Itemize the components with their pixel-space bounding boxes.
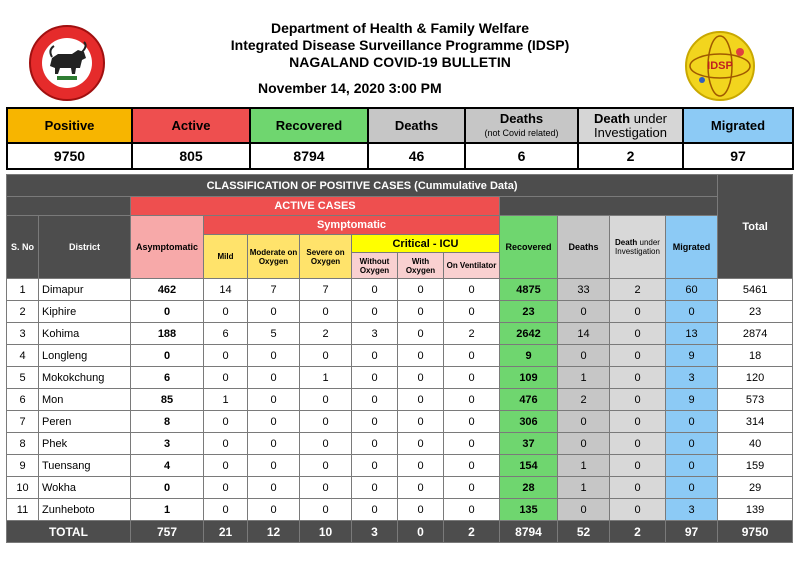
cell-mild: 0: [204, 477, 248, 499]
cell-with-oxygen: 0: [398, 499, 444, 521]
investigation-hd-under: under: [639, 238, 660, 247]
cell-investigation: 0: [610, 499, 666, 521]
cell-with-oxygen: 0: [398, 367, 444, 389]
table-row: [7, 499, 793, 521]
cell-mild: 0: [204, 455, 248, 477]
col-severe-header: Severe on Oxygen: [300, 235, 352, 279]
cell-on-ventilator: 0: [444, 389, 500, 411]
cell-asymptomatic: 85: [131, 389, 204, 411]
cell-migrated: 9: [666, 345, 718, 367]
cell-severe: 0: [300, 301, 352, 323]
summary-recovered-value: 8794: [250, 143, 368, 169]
cell-district: Peren: [39, 411, 131, 433]
cell-moderate: 0: [248, 477, 300, 499]
bulletin-date: November 14, 2020 3:00 PM: [258, 80, 442, 96]
idsp-logo: [684, 30, 756, 102]
cell-deaths: 33: [558, 279, 610, 301]
cell-mild: 0: [204, 367, 248, 389]
cell-mild: 0: [204, 345, 248, 367]
cell-investigation: 0: [610, 433, 666, 455]
summary-positive-value: 9750: [7, 143, 132, 169]
cell-mild: 0: [204, 301, 248, 323]
cell-severe: 0: [300, 433, 352, 455]
cell-recovered: 135: [500, 499, 558, 521]
cell-district: Wokha: [39, 477, 131, 499]
cell-mild: 0: [204, 433, 248, 455]
cell-district: Mokokchung: [39, 367, 131, 389]
cell-total: 18: [718, 345, 793, 367]
cell-without-oxygen: 0: [352, 367, 398, 389]
cell-migrated: 0: [666, 477, 718, 499]
cell-sno: 7: [7, 411, 39, 433]
cell-investigation: 0: [610, 389, 666, 411]
idsp-logo-text: IDSP: [707, 60, 733, 72]
summary-deaths-label: Deaths: [368, 108, 465, 143]
cell-district: Dimapur: [39, 279, 131, 301]
col-recovered-header: Recovered: [500, 216, 558, 279]
total-deaths: 52: [558, 521, 610, 543]
cell-with-oxygen: 0: [398, 477, 444, 499]
table-row: [7, 433, 793, 455]
cell-asymptomatic: 8: [131, 411, 204, 433]
cell-recovered: 476: [500, 389, 558, 411]
cell-without-oxygen: 0: [352, 433, 398, 455]
cell-without-oxygen: 0: [352, 477, 398, 499]
cell-deaths: 0: [558, 411, 610, 433]
cell-district: Kohima: [39, 323, 131, 345]
cell-asymptomatic: 3: [131, 433, 204, 455]
cell-moderate: 0: [248, 455, 300, 477]
cell-investigation: 0: [610, 411, 666, 433]
cell-migrated: 3: [666, 499, 718, 521]
cell-migrated: 0: [666, 301, 718, 323]
cell-migrated: 13: [666, 323, 718, 345]
investigation-hd-death: Death: [615, 238, 638, 247]
cell-on-ventilator: 2: [444, 323, 500, 345]
cell-investigation: 0: [610, 345, 666, 367]
total-investigation: 2: [610, 521, 666, 543]
totals-label: TOTAL: [7, 521, 131, 543]
cell-asymptomatic: 0: [131, 301, 204, 323]
cell-deaths: 14: [558, 323, 610, 345]
cell-investigation: 2: [610, 279, 666, 301]
active-cases-header: ACTIVE CASES: [131, 197, 500, 216]
summary-investigation-value: 2: [578, 143, 683, 169]
cell-sno: 5: [7, 367, 39, 389]
cell-investigation: 0: [610, 455, 666, 477]
investigation-hd-investigation: Investigation: [615, 247, 660, 256]
total-recovered: 8794: [500, 521, 558, 543]
cell-without-oxygen: 0: [352, 411, 398, 433]
investigation-word-death: Death: [594, 110, 631, 126]
investigation-word-under: under: [633, 110, 667, 126]
cell-with-oxygen: 0: [398, 411, 444, 433]
cell-district: Phek: [39, 433, 131, 455]
blank-header-cell-right: [500, 197, 718, 216]
cell-district: Longleng: [39, 345, 131, 367]
table-title: CLASSIFICATION OF POSITIVE CASES (Cummulative Data): [7, 175, 718, 197]
cell-investigation: 0: [610, 323, 666, 345]
cell-on-ventilator: 0: [444, 367, 500, 389]
cell-on-ventilator: 0: [444, 345, 500, 367]
cell-moderate: 0: [248, 345, 300, 367]
cell-recovered: 306: [500, 411, 558, 433]
cell-asymptomatic: 0: [131, 345, 204, 367]
summary-positive-label: Positive: [7, 108, 132, 143]
col-on-ventilator-header: On Ventilator: [444, 253, 500, 279]
cell-sno: 4: [7, 345, 39, 367]
cell-total: 159: [718, 455, 793, 477]
cell-with-oxygen: 0: [398, 433, 444, 455]
col-moderate-header: Moderate on Oxygen: [248, 235, 300, 279]
cell-migrated: 0: [666, 433, 718, 455]
cell-total: 139: [718, 499, 793, 521]
district-rows: [7, 279, 793, 521]
cell-migrated: 60: [666, 279, 718, 301]
cell-severe: 2: [300, 323, 352, 345]
cell-sno: 10: [7, 477, 39, 499]
title-line-3: NAGALAND COVID-19 BULLETIN: [289, 54, 511, 70]
cell-total: 120: [718, 367, 793, 389]
summary-deaths-value: 46: [368, 143, 465, 169]
col-investigation-header: [610, 216, 666, 279]
cell-without-oxygen: 0: [352, 455, 398, 477]
cell-without-oxygen: 0: [352, 279, 398, 301]
cell-total: 2874: [718, 323, 793, 345]
cell-severe: 0: [300, 499, 352, 521]
cell-total: 23: [718, 301, 793, 323]
cell-on-ventilator: 0: [444, 279, 500, 301]
cell-severe: 0: [300, 477, 352, 499]
cell-mild: 14: [204, 279, 248, 301]
cell-migrated: 0: [666, 455, 718, 477]
title-line-1: Department of Health & Family Welfare: [270, 20, 530, 36]
cell-recovered: 154: [500, 455, 558, 477]
cell-moderate: 7: [248, 279, 300, 301]
cell-moderate: 0: [248, 433, 300, 455]
cell-with-oxygen: 0: [398, 345, 444, 367]
cell-deaths: 0: [558, 499, 610, 521]
col-total-header: Total: [718, 175, 793, 279]
cell-mild: 6: [204, 323, 248, 345]
cell-mild: 0: [204, 411, 248, 433]
table-row: [7, 367, 793, 389]
cell-investigation: 0: [610, 477, 666, 499]
cell-deaths: 0: [558, 433, 610, 455]
summary-active-value: 805: [132, 143, 250, 169]
total-mild: 21: [204, 521, 248, 543]
cell-recovered: 28: [500, 477, 558, 499]
cell-recovered: 109: [500, 367, 558, 389]
symptomatic-header: Symptomatic: [204, 216, 500, 235]
summary-active-label: Active: [132, 108, 250, 143]
cell-migrated: 9: [666, 389, 718, 411]
total-on-ventilator: 2: [444, 521, 500, 543]
cell-total: 5461: [718, 279, 793, 301]
table-row: [7, 389, 793, 411]
cell-moderate: 0: [248, 367, 300, 389]
cell-without-oxygen: 0: [352, 499, 398, 521]
summary-deaths-noncovid-label: [465, 108, 578, 143]
bulletin-header: [0, 0, 800, 105]
cell-without-oxygen: 0: [352, 301, 398, 323]
cell-moderate: 0: [248, 389, 300, 411]
cell-with-oxygen: 0: [398, 279, 444, 301]
cell-sno: 1: [7, 279, 39, 301]
cell-moderate: 0: [248, 411, 300, 433]
table-row: [7, 323, 793, 345]
cell-district: Zunheboto: [39, 499, 131, 521]
critical-icu-header: Critical - ICU: [352, 235, 500, 253]
cell-total: 314: [718, 411, 793, 433]
summary-migrated-value: 97: [683, 143, 793, 169]
total-moderate: 12: [248, 521, 300, 543]
col-sno-header: S. No: [7, 216, 39, 279]
title-line-2: Integrated Disease Surveillance Programme (IDSP): [230, 37, 570, 53]
cell-asymptomatic: 6: [131, 367, 204, 389]
table-row: [7, 477, 793, 499]
total-severe: 10: [300, 521, 352, 543]
total-with-oxygen: 0: [398, 521, 444, 543]
cell-recovered: 23: [500, 301, 558, 323]
table-row: [7, 345, 793, 367]
table-row: [7, 455, 793, 477]
cell-with-oxygen: 0: [398, 323, 444, 345]
cell-deaths: 1: [558, 455, 610, 477]
col-asymptomatic-header: Asymptomatic: [131, 216, 204, 279]
total-migrated: 97: [666, 521, 718, 543]
col-deaths-header: Deaths: [558, 216, 610, 279]
cell-without-oxygen: 0: [352, 345, 398, 367]
col-district-header: District: [39, 216, 131, 279]
cell-total: 40: [718, 433, 793, 455]
classification-table: [6, 174, 793, 543]
cell-deaths: 2: [558, 389, 610, 411]
summary-migrated-label: Migrated: [683, 108, 793, 143]
cell-on-ventilator: 0: [444, 499, 500, 521]
deaths-noncovid-title: Deaths: [499, 110, 544, 126]
cell-severe: 0: [300, 345, 352, 367]
cell-mild: 0: [204, 499, 248, 521]
cell-with-oxygen: 0: [398, 301, 444, 323]
cell-recovered: 4875: [500, 279, 558, 301]
cell-moderate: 5: [248, 323, 300, 345]
cell-without-oxygen: 3: [352, 323, 398, 345]
cell-moderate: 0: [248, 499, 300, 521]
cell-mild: 1: [204, 389, 248, 411]
cell-deaths: 1: [558, 477, 610, 499]
cell-sno: 8: [7, 433, 39, 455]
cell-migrated: 3: [666, 367, 718, 389]
cell-deaths: 1: [558, 367, 610, 389]
totals-row: [7, 521, 793, 543]
cell-on-ventilator: 0: [444, 433, 500, 455]
table-row: [7, 279, 793, 301]
cell-on-ventilator: 0: [444, 477, 500, 499]
table-row: [7, 411, 793, 433]
cell-with-oxygen: 0: [398, 455, 444, 477]
cell-recovered: 37: [500, 433, 558, 455]
cell-moderate: 0: [248, 301, 300, 323]
summary-investigation-label: [578, 108, 683, 143]
cell-asymptomatic: 4: [131, 455, 204, 477]
cell-sno: 2: [7, 301, 39, 323]
cell-investigation: 0: [610, 367, 666, 389]
table-row: [7, 301, 793, 323]
cell-asymptomatic: 0: [131, 477, 204, 499]
cell-severe: 1: [300, 367, 352, 389]
investigation-word-investigation: Investigation: [594, 124, 667, 140]
cell-without-oxygen: 0: [352, 389, 398, 411]
bulletin-title: [170, 20, 630, 71]
summary-deaths-noncovid-value: 6: [465, 143, 578, 169]
cell-total: 29: [718, 477, 793, 499]
cell-on-ventilator: 0: [444, 455, 500, 477]
summary-recovered-label: Recovered: [250, 108, 368, 143]
total-without-oxygen: 3: [352, 521, 398, 543]
deaths-noncovid-note: (not Covid related): [484, 127, 559, 138]
cell-severe: 0: [300, 411, 352, 433]
cell-migrated: 0: [666, 411, 718, 433]
cell-severe: 0: [300, 389, 352, 411]
cell-severe: 7: [300, 279, 352, 301]
cell-district: Mon: [39, 389, 131, 411]
cell-deaths: 0: [558, 345, 610, 367]
col-with-oxygen-header: With Oxygen: [398, 253, 444, 279]
cell-asymptomatic: 188: [131, 323, 204, 345]
cell-with-oxygen: 0: [398, 389, 444, 411]
cell-investigation: 0: [610, 301, 666, 323]
cell-asymptomatic: 462: [131, 279, 204, 301]
cell-sno: 3: [7, 323, 39, 345]
total-grand: 9750: [718, 521, 793, 543]
blank-header-cell: [7, 197, 131, 216]
cell-total: 573: [718, 389, 793, 411]
col-mild-header: Mild: [204, 235, 248, 279]
cell-on-ventilator: 0: [444, 411, 500, 433]
cell-severe: 0: [300, 455, 352, 477]
cell-recovered: 2642: [500, 323, 558, 345]
total-asymptomatic: 757: [131, 521, 204, 543]
cell-sno: 6: [7, 389, 39, 411]
nagaland-emblem-logo: [28, 24, 106, 102]
col-migrated-header: Migrated: [666, 216, 718, 279]
col-without-oxygen-header: Without Oxygen: [352, 253, 398, 279]
cell-on-ventilator: 0: [444, 301, 500, 323]
summary-table: [6, 107, 794, 170]
cell-sno: 9: [7, 455, 39, 477]
cell-sno: 11: [7, 499, 39, 521]
cell-deaths: 0: [558, 301, 610, 323]
cell-recovered: 9: [500, 345, 558, 367]
cell-asymptomatic: 1: [131, 499, 204, 521]
cell-district: Kiphire: [39, 301, 131, 323]
cell-district: Tuensang: [39, 455, 131, 477]
